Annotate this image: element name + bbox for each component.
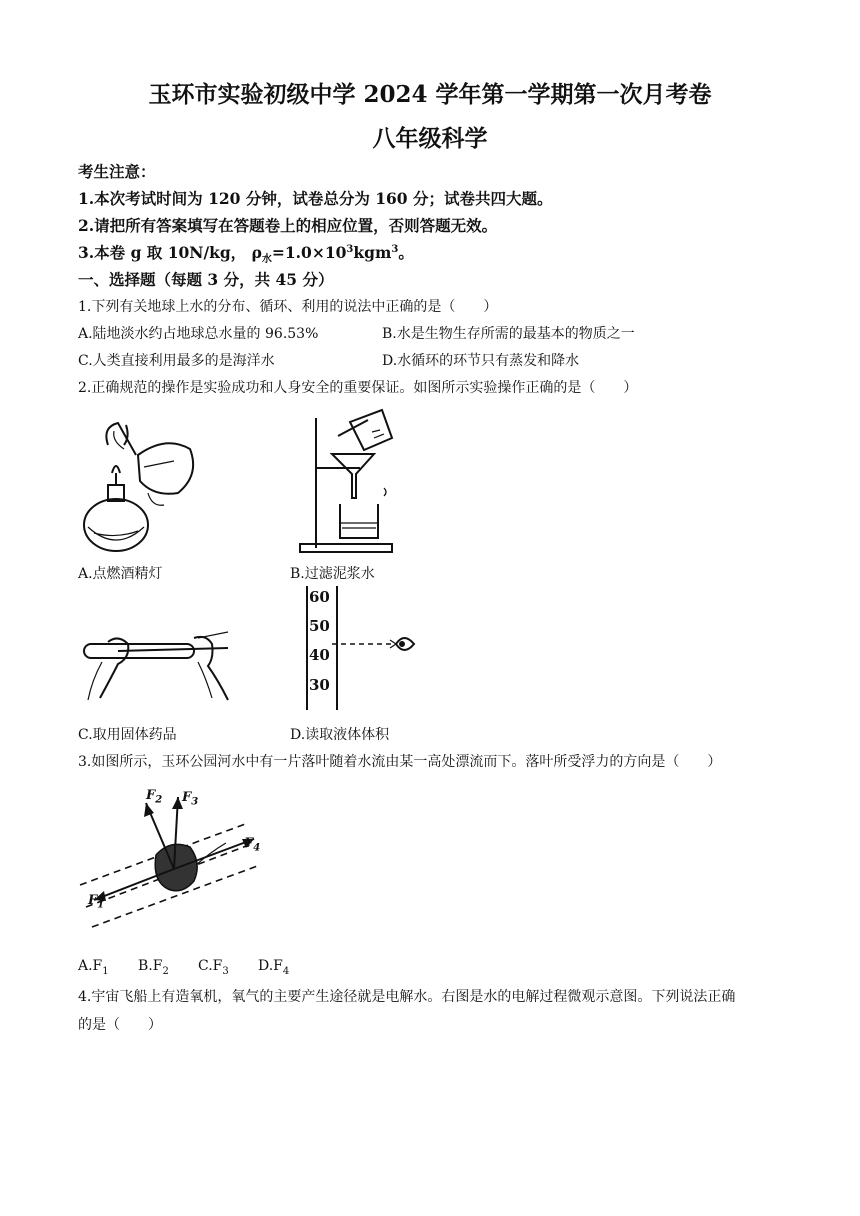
exam-subtitle: 八年级科学 (372, 125, 488, 152)
floating-leaf-figure (78, 785, 268, 945)
q3-option-b: $B.F_2$ (138, 958, 169, 977)
test-tube-figure (78, 628, 238, 710)
q1-stem: 1.下列有关地球上水的分布、循环、利用的说法中正确的是（ ） (78, 299, 498, 315)
q2-option-c: C.取用固体药品 (78, 727, 177, 743)
q3-stem: 3.如图所示，玉环公园河水中有一片落叶随着水流由某一高处漂流而下。落叶所受浮力的方向是（ ） (78, 754, 722, 770)
q3-option-c: $C.F_3$ (198, 958, 229, 977)
exam-title: 玉环市实验初级中学 2024 学年第一学期第一次月考卷 (148, 81, 712, 108)
q2-option-a: A.点燃酒精灯 (78, 566, 163, 582)
notice-item-3: 3.本卷 g 取 10N/kg， $\rho_水=1.0\times 10^3kgm^3$。 (78, 243, 414, 266)
force-label-f4: $F_4$ (244, 836, 261, 854)
force-label-f1: $F_1$ (88, 893, 105, 911)
q1-option-b: B.水是生物生存所需的最基本的物质之一 (382, 326, 635, 342)
q2-option-d: D.读取液体体积 (290, 727, 390, 743)
q1-option-c: C.人类直接利用最多的是海洋水 (78, 353, 275, 369)
q4-stem-line2: 的是（ ） (78, 1017, 162, 1033)
q2-stem: 2.正确规范的操作是实验成功和人身安全的重要保证。如图所示实验操作正确的是（ ） (78, 380, 638, 396)
tick-label-40: 40 (309, 646, 330, 664)
notice-heading: 考生注意： (78, 162, 156, 181)
q3-option-d: $D.F_4$ (258, 958, 290, 977)
filtration-figure (298, 408, 398, 560)
eye-sight-line (330, 630, 420, 660)
force-label-f3: $F_3$ (182, 790, 199, 808)
q1-option-d: D.水循环的环节只有蒸发和降水 (382, 353, 580, 369)
q3-option-a: $A.F_1$ (78, 958, 109, 977)
alcohol-lamp-figure (78, 415, 208, 560)
q4-stem-line1: 4.宇宙飞船上有造氧机，氧气的主要产生途径就是电解水。右图是水的电解过程微观示意图。下列说法正确 (78, 989, 736, 1005)
notice-item-2: 2.请把所有答案填写在答题卷上的相应位置，否则答题无效。 (78, 216, 498, 235)
section-heading: 一、选择题（每题 3 分，共 45 分） (78, 270, 334, 289)
notice-item-1: 1.本次考试时间为 120 分钟，试卷总分为 160 分；试卷共四大题。 (78, 189, 553, 208)
q2-option-b: B.过滤泥浆水 (290, 566, 375, 582)
tick-label-30: 30 (309, 676, 330, 694)
tick-label-60: 60 (309, 588, 330, 606)
force-label-f2: $F_2$ (146, 788, 163, 806)
tick-label-50: 50 (309, 617, 330, 635)
q1-option-a: A.陆地淡水约占地球总水量的 96.53% (78, 326, 319, 342)
